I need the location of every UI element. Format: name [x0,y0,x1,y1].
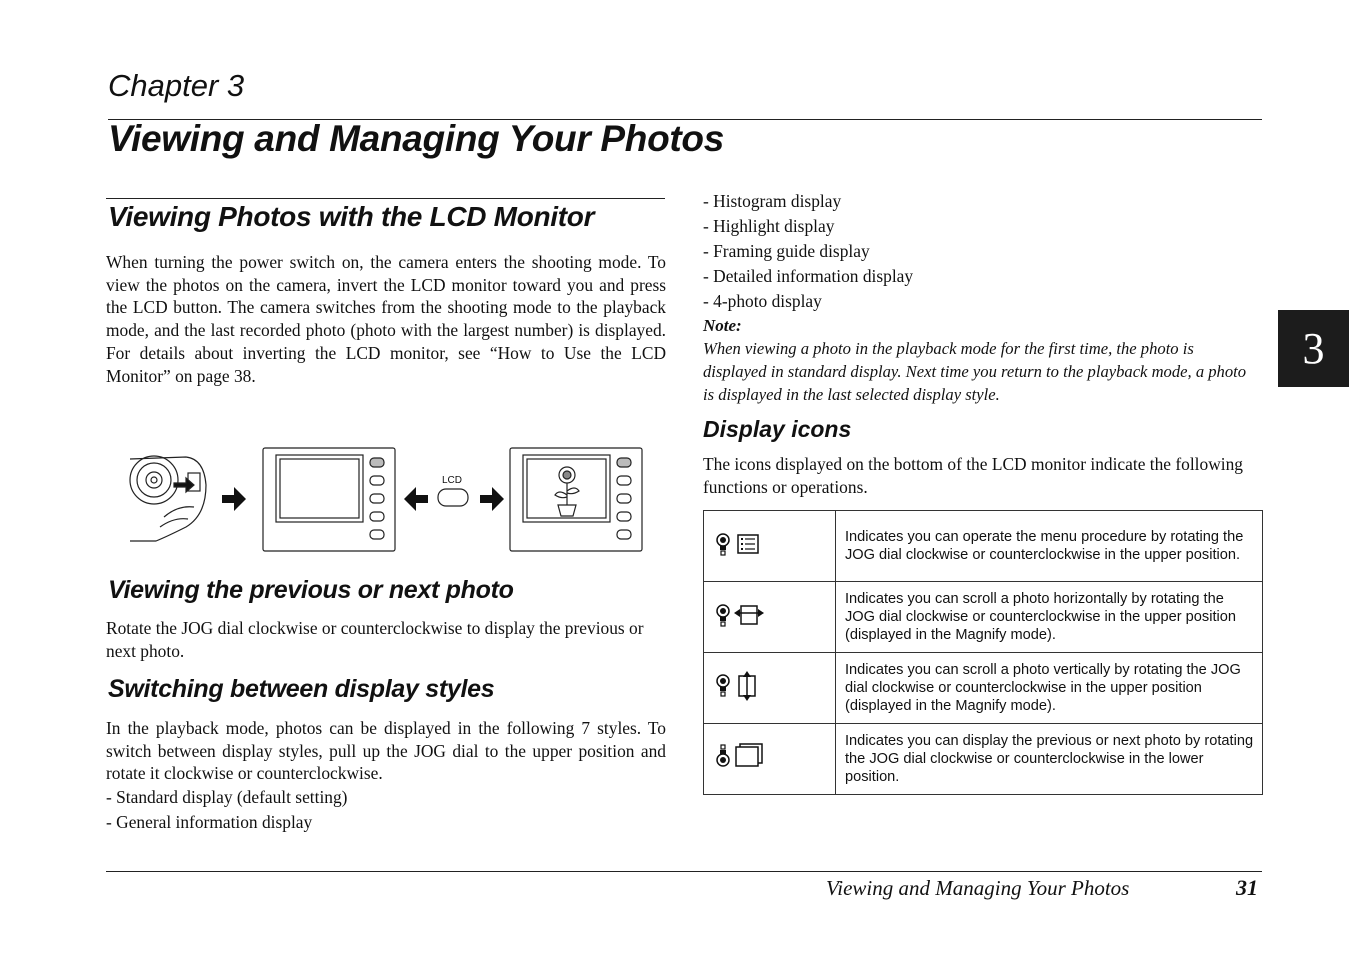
lcd-monitor-blank [263,448,395,551]
arrow-left-icon [404,487,428,511]
section-heading-lcd: Viewing Photos with the LCD Monitor [108,201,595,232]
list-item: - Highlight display [703,216,835,236]
icon-cell [704,653,836,724]
arrow-right-icon-2 [480,487,504,511]
chapter-tab: 3 [1278,310,1349,387]
list-item: - Histogram display [703,191,842,211]
icon-description: Indicates you can operate the menu procedure by rotating the JOG dial clockwise or counterclockwise in the upper position. [836,511,1263,582]
prev-next-paragraph: Rotate the JOG dial clockwise or counterclockwise to display the previous or next photo. [106,618,644,661]
styles-paragraph: In the playback mode, photos can be displayed in the following 7 styles. To switch between display styles, pull up the JOG dial to the upper position and rotate it clockwise or counterclockwise. [106,718,666,784]
arrow-right-icon [222,487,246,511]
page-title: Viewing and Managing Your Photos [108,118,725,159]
note-label: Note: [703,316,742,335]
icon-description: Indicates you can scroll a photo vertically by rotating the JOG dial clockwise or counterclockwise in the upper position (displayed in the Magnify mode). [836,653,1263,724]
chapter-label: Chapter 3 [108,68,245,103]
lcd-button-label: LCD [442,475,463,486]
dial-up-menu-icon [716,531,764,557]
table-row [704,724,1263,795]
lcd-paragraph: When turning the power switch on, the camera enters the shooting mode. To view the photos on the camera, invert the LCD monitor toward you and press the LCD button. The camera switches from the shooting mode to the playback mode, and the last recorded photo (photo with the largest number) is displayed. For details about inverting the LCD monitor, see “How to Use the LCD Monitor” on page 38. [106,252,666,386]
table-row [704,653,1263,724]
footer-rule [106,871,1262,872]
lcd-button [438,489,468,506]
list-item: - Standard display (default setting) [106,787,348,807]
icon-description: Indicates you can scroll a photo horizontally by rotating the JOG dial clockwise or counterclockwise in the upper position (displayed in the Magnify mode). [836,582,1263,653]
icon-description: Indicates you can display the previous or next photo by rotating the JOG dial clockwise or counterclockwise in the lower position. [836,724,1263,795]
dial-down-photo-icon [716,743,768,771]
icon-cell [704,724,836,795]
lcd-monitor-photo [510,448,642,551]
section-heading-styles: Switching between display styles [108,675,495,703]
list-item: - 4-photo display [703,291,822,311]
footer-title: Viewing and Managing Your Photos [826,876,1130,900]
camera-dial-icon [130,456,206,541]
list-item: - Framing guide display [703,241,870,261]
table-row [704,582,1263,653]
list-item: - Detailed information display [703,266,914,286]
styles-list-left [106,785,347,835]
dial-up-horizontal-scroll-icon [716,602,770,628]
section-rule [106,198,665,199]
display-icons-heading: Display icons [703,416,852,442]
dial-up-vertical-scroll-icon [716,671,764,701]
icon-cell [704,511,836,582]
section-heading-prev-next: Viewing the previous or next photo [108,576,514,604]
styles-list-right [703,189,913,314]
list-item: - General information display [106,812,313,832]
page-number: 31 [1236,875,1258,900]
lcd-illustration [126,445,646,555]
display-icons-table [703,510,1263,795]
table-row [704,511,1263,582]
display-icons-intro: The icons displayed on the bottom of the LCD monitor indicate the following functions or operations. [703,454,1243,497]
icon-cell [704,582,836,653]
note-text: When viewing a photo in the playback mode for the first time, the photo is displayed in standard display. Next time you return to the playback mode, a photo is displayed in the last selected display style. [703,339,1247,404]
